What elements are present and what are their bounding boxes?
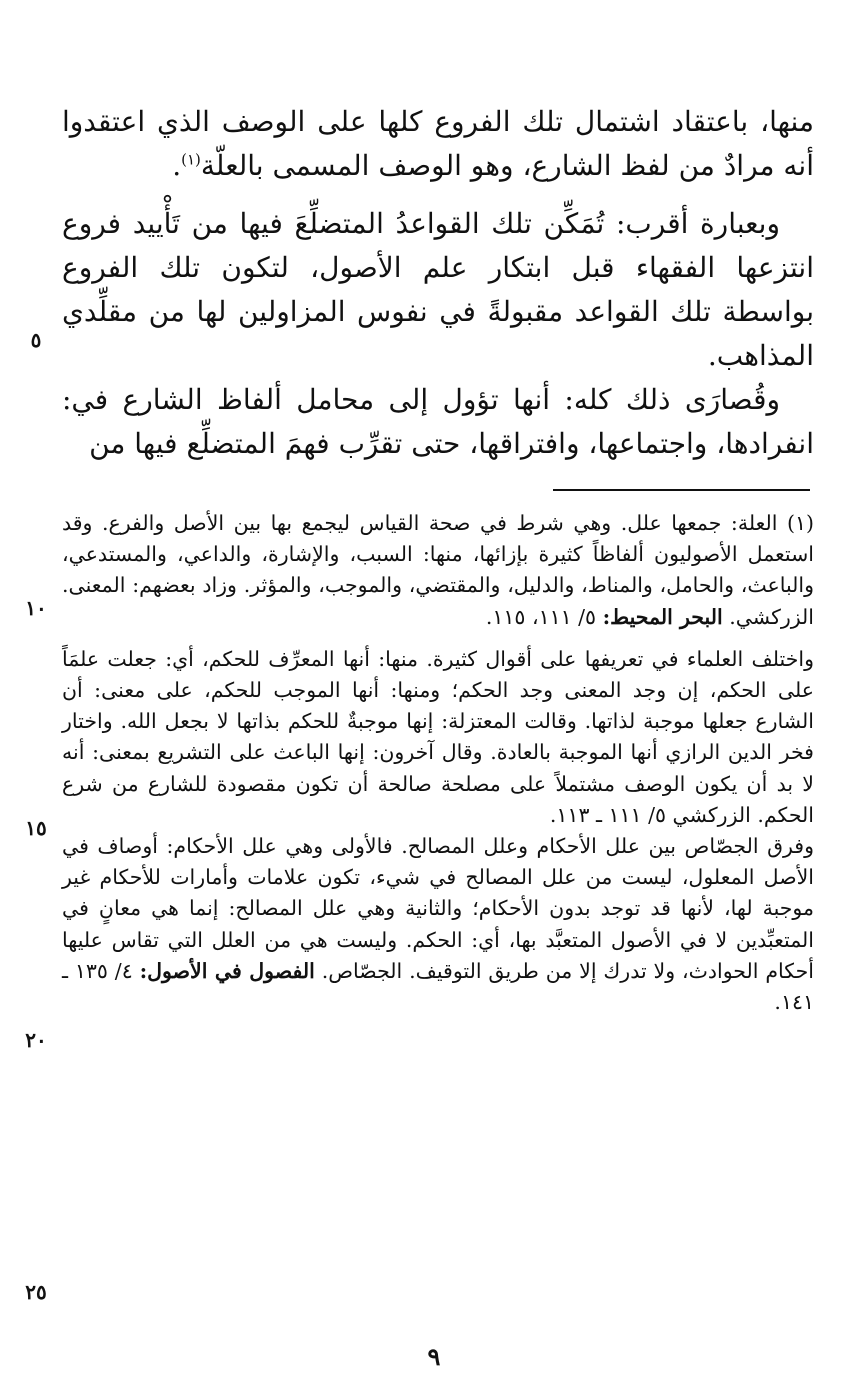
line-number: ١٥ xyxy=(25,816,47,840)
line-number: ٥ xyxy=(30,328,42,352)
source-title: البحر المحيط: xyxy=(602,604,723,629)
footnote-reference: (١) xyxy=(181,150,201,169)
body-paragraph: وبعبارة أقرب: تُمَكِّن تلك القواعدُ المتضلِّعَ فيها من تَأْييد فروع انتزعها الفقهاء قبل ابتكار علم الأصول، لتكون تلك الفروع بواسطة تلك القواعد مقبولةً في نفوس المزاولين لها من مقلِّدي المذاهب. xyxy=(62,207,814,372)
main-text xyxy=(62,100,814,466)
footnote-paragraph: واختلف العلماء في تعريفها على أقوال كثيرة. منها: أنها المعرِّف للحكم، أي: جعلت علمَاً على الحكم، إن وجد المعنى وجد الحكم؛ ومنها: أنها الموجب للحكم، على معنى: أن الشارع جعلها موجبة لذاتها. وقالت المعتزلة: إنها موجبةٌ للحكم بذاتها لا بجعل الله. واختار فخر الدين الرازي أنها الموجبة بالعادة. وقال آخرون: إنها الباعث على التشريع بمعنى: أنه لا بد أن يكون الوصف مشتملاً على مصلحة صالحة أن تكون مقصودة للشارع من شرع الحكم. الزركشي ٥/ ١١١ ـ ١١٣. xyxy=(62,646,814,827)
footnote-separator xyxy=(553,489,810,491)
footnotes xyxy=(62,508,814,1018)
source-title: الفصول في الأصول: xyxy=(139,958,315,983)
page-number: ٩ xyxy=(427,1342,441,1371)
line-number: ٢٥ xyxy=(25,1280,47,1304)
body-paragraph: منها، باعتقاد اشتمال تلك الفروع كلها على الوصف الذي اعتقدوا أنه مرادٌ من لفظ الشارع، وهو الوصف المسمى بالعلّة$^{(١)}$. xyxy=(62,105,814,182)
footnote-paragraph: وفرق الجصّاص بين علل الأحكام وعلل المصالح. فالأولى وهي علل الأحكام: أوصاف في الأصل المعلول، ليست من علل المصالح في شيء، تكون علامات وأمارات للأحكام غير موجبة لها، لأنها قد توجد بدون الأحكام؛ والثانية وهي علل المصالح: إنما هي معانٍ في المتعبِّدين لا في الأصول المتعبَّد بها، أي: الحكم. وليست هي من العلل التي تقاس عليها أحكام الحوادث، ولا تدرك إلا من طريق التوقيف. الجصّاص. الفصول في الأصول: ٤/ ١٣٥ ـ ١٤١. xyxy=(62,834,814,1015)
line-number: ١٠ xyxy=(25,596,47,620)
body-paragraph: وقُصارَى ذلك كله: أنها تؤول إلى محامل ألفاظ الشارع في: انفرادها، واجتماعها، وافتراقها، حتى تقرِّب فهمَ المتضلِّع فيها من xyxy=(62,383,814,460)
footnote-paragraph: (١) العلة: جمعها علل. وهي شرط في صحة القياس ليجمع بها بين الأصل والفرع. وقد استعمل الأصوليون ألفاظاً كثيرة بإزائها، منها: السبب، والإشارة، والداعي، والمستدعي، والباعث، والحامل، والمناط، والدليل، والمقتضي، والموجب، والمؤثر. وزاد بعضهم: المعنى. الزركشي. البحر المحيط: ٥/ ١١١، ١١٥. xyxy=(62,511,814,629)
line-number: ٢٠ xyxy=(25,1028,47,1052)
